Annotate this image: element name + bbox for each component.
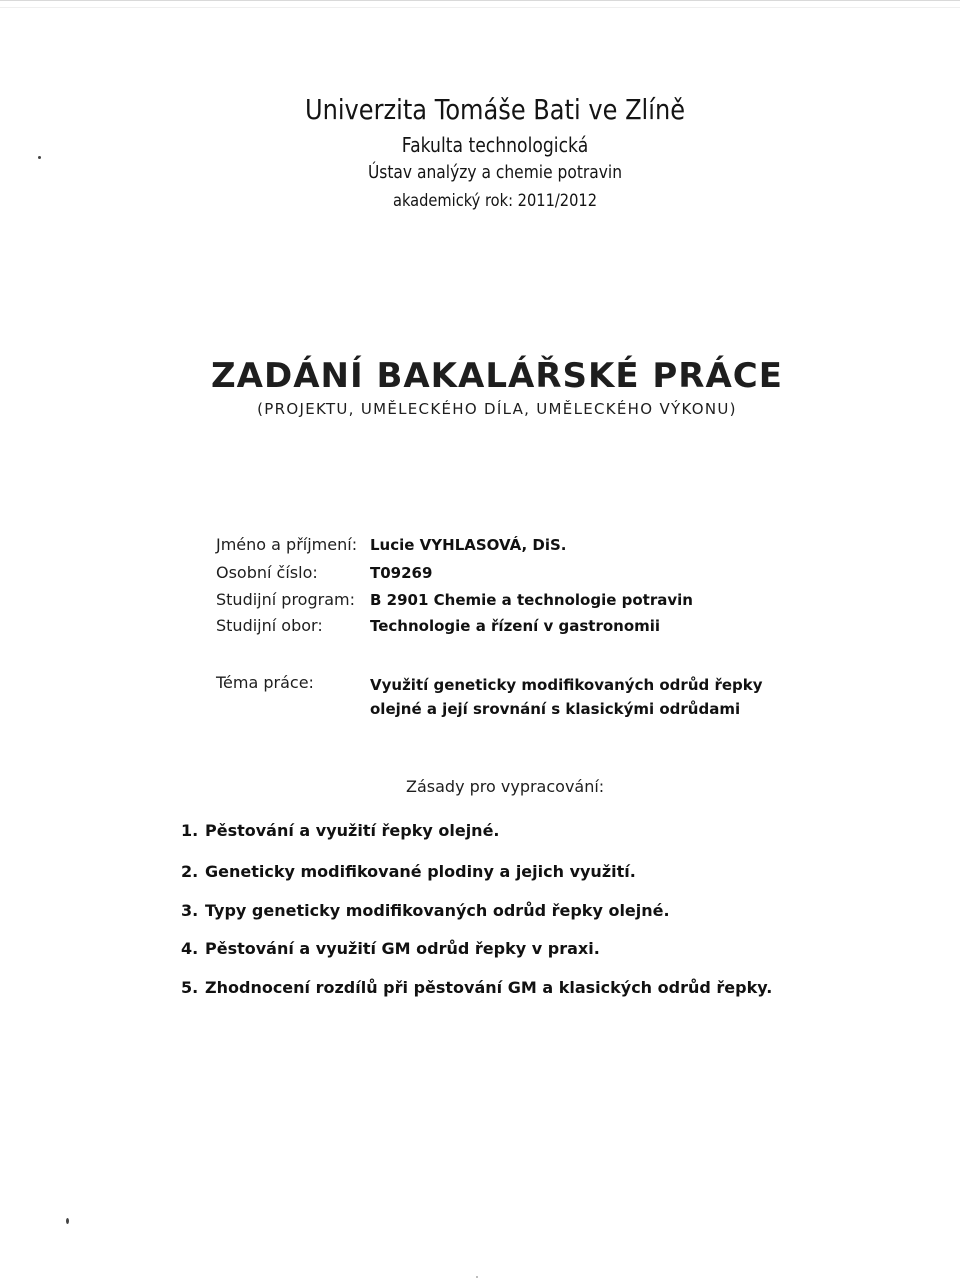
student-name-label: Jméno a příjmení: [216,535,358,554]
university-name: Univerzita Tomáše Bati ve Zlíně [304,93,686,126]
guideline-text: Typy geneticky modifikovaných odrůd řepky olejné. [205,901,670,920]
study-field-label: Studijní obor: [216,616,323,635]
guideline-item [181,899,670,923]
guideline-number: 1. [181,821,199,840]
faculty-name: Fakulta technologická [401,133,589,157]
topic-label: Téma práce: [216,673,314,692]
guideline-number: 2. [181,862,199,881]
scan-speck [476,1276,478,1278]
academic-year: akademický rok: 2011/2012 [392,191,598,211]
topic-value [370,673,763,721]
guidelines-heading: Zásady pro vypracování: [406,777,605,796]
document-subtitle: (PROJEKTU, UMĚLECKÉHO DÍLA, UMĚLECKÉHO VÝKONU) [257,400,737,418]
scan-speck [66,1218,69,1224]
study-program-value: B 2901 Chemie a technologie potravin [370,591,693,609]
scan-speck [38,156,41,159]
guideline-number: 3. [181,901,199,920]
study-program-label: Studijní program: [216,590,355,609]
scan-edge-line [0,7,960,8]
guideline-text: Pěstování a využití řepky olejné. [205,821,500,840]
topic-line-2: olejné a její srovnání s klasickými odrůdami [370,700,741,718]
guideline-item [181,819,500,843]
guideline-text: Zhodnocení rozdílů při pěstování GM a klasických odrůd řepky. [205,978,773,997]
guideline-item [181,860,636,884]
study-field-value: Technologie a řízení v gastronomii [370,617,661,635]
guideline-item [181,976,772,1000]
student-id-value: T09269 [370,564,433,582]
student-id-label: Osobní číslo: [216,563,318,582]
guideline-item [181,937,600,961]
institute-name: Ústav analýzy a chemie potravin [367,162,623,183]
scan-edge-line [0,0,960,1]
topic-line-1: Využití geneticky modifikovaných odrůd řepky [370,676,763,694]
document-title: ZADÁNÍ BAKALÁŘSKÉ PRÁCE [211,356,783,396]
guideline-number: 5. [181,978,199,997]
guideline-text: Geneticky modifikované plodiny a jejich využití. [205,862,636,881]
student-name-value: Lucie VYHLASOVÁ, DiS. [370,536,567,554]
guideline-text: Pěstování a využití GM odrůd řepky v praxi. [205,939,600,958]
guideline-number: 4. [181,939,199,958]
